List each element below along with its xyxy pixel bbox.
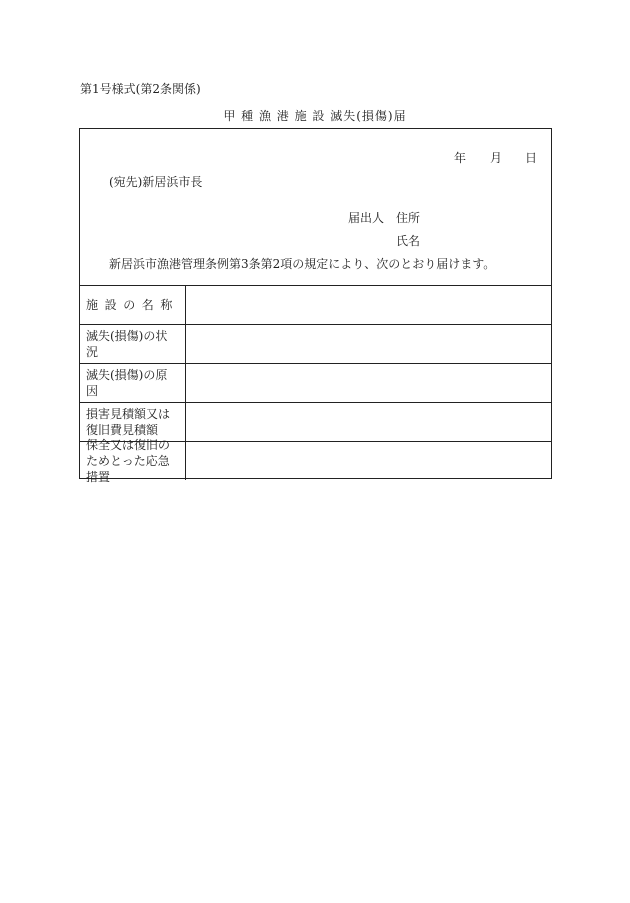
form-number: 第1号様式(第2条関係): [80, 82, 201, 96]
applicant-address-label: 住所: [396, 211, 421, 225]
row-value-damage-status[interactable]: [186, 325, 551, 363]
table-row: [80, 438, 551, 484]
table-row: [80, 286, 551, 325]
date-day-label: 日: [525, 151, 538, 165]
row-label-damage-status: 滅失(損傷)の状況: [80, 325, 186, 363]
form-table: [80, 286, 551, 484]
date-year-label: 年: [454, 151, 467, 165]
statement: 新居浜市漁港管理条例第3条第2項の規定により、次のとおり届けます。: [109, 257, 496, 271]
row-label-estimated-cost: 損害見積額又は復旧費見積額: [80, 403, 186, 441]
table-row: [80, 364, 551, 403]
date-month-label: 月: [490, 151, 503, 165]
form-title: 甲 種 漁 港 施 設 滅失(損傷)届: [223, 109, 407, 123]
row-value-estimated-cost[interactable]: [186, 403, 551, 441]
row-value-damage-cause[interactable]: [186, 364, 551, 402]
applicant-name-label: 氏名: [396, 234, 421, 248]
applicant-label: 届出人: [348, 211, 385, 225]
form-header: [80, 129, 551, 286]
row-label-emergency-measures: 保全又は復旧のためとった応急措置: [80, 442, 186, 480]
row-value-emergency-measures[interactable]: [186, 442, 551, 480]
row-label-damage-cause: 滅失(損傷)の原因: [80, 364, 186, 402]
row-value-facility-name[interactable]: [186, 286, 551, 324]
row-label-facility-name: 施設の名称: [80, 286, 186, 324]
table-row: [80, 325, 551, 364]
form-box: [79, 128, 552, 484]
recipient: (宛先)新居浜市長: [109, 175, 203, 189]
